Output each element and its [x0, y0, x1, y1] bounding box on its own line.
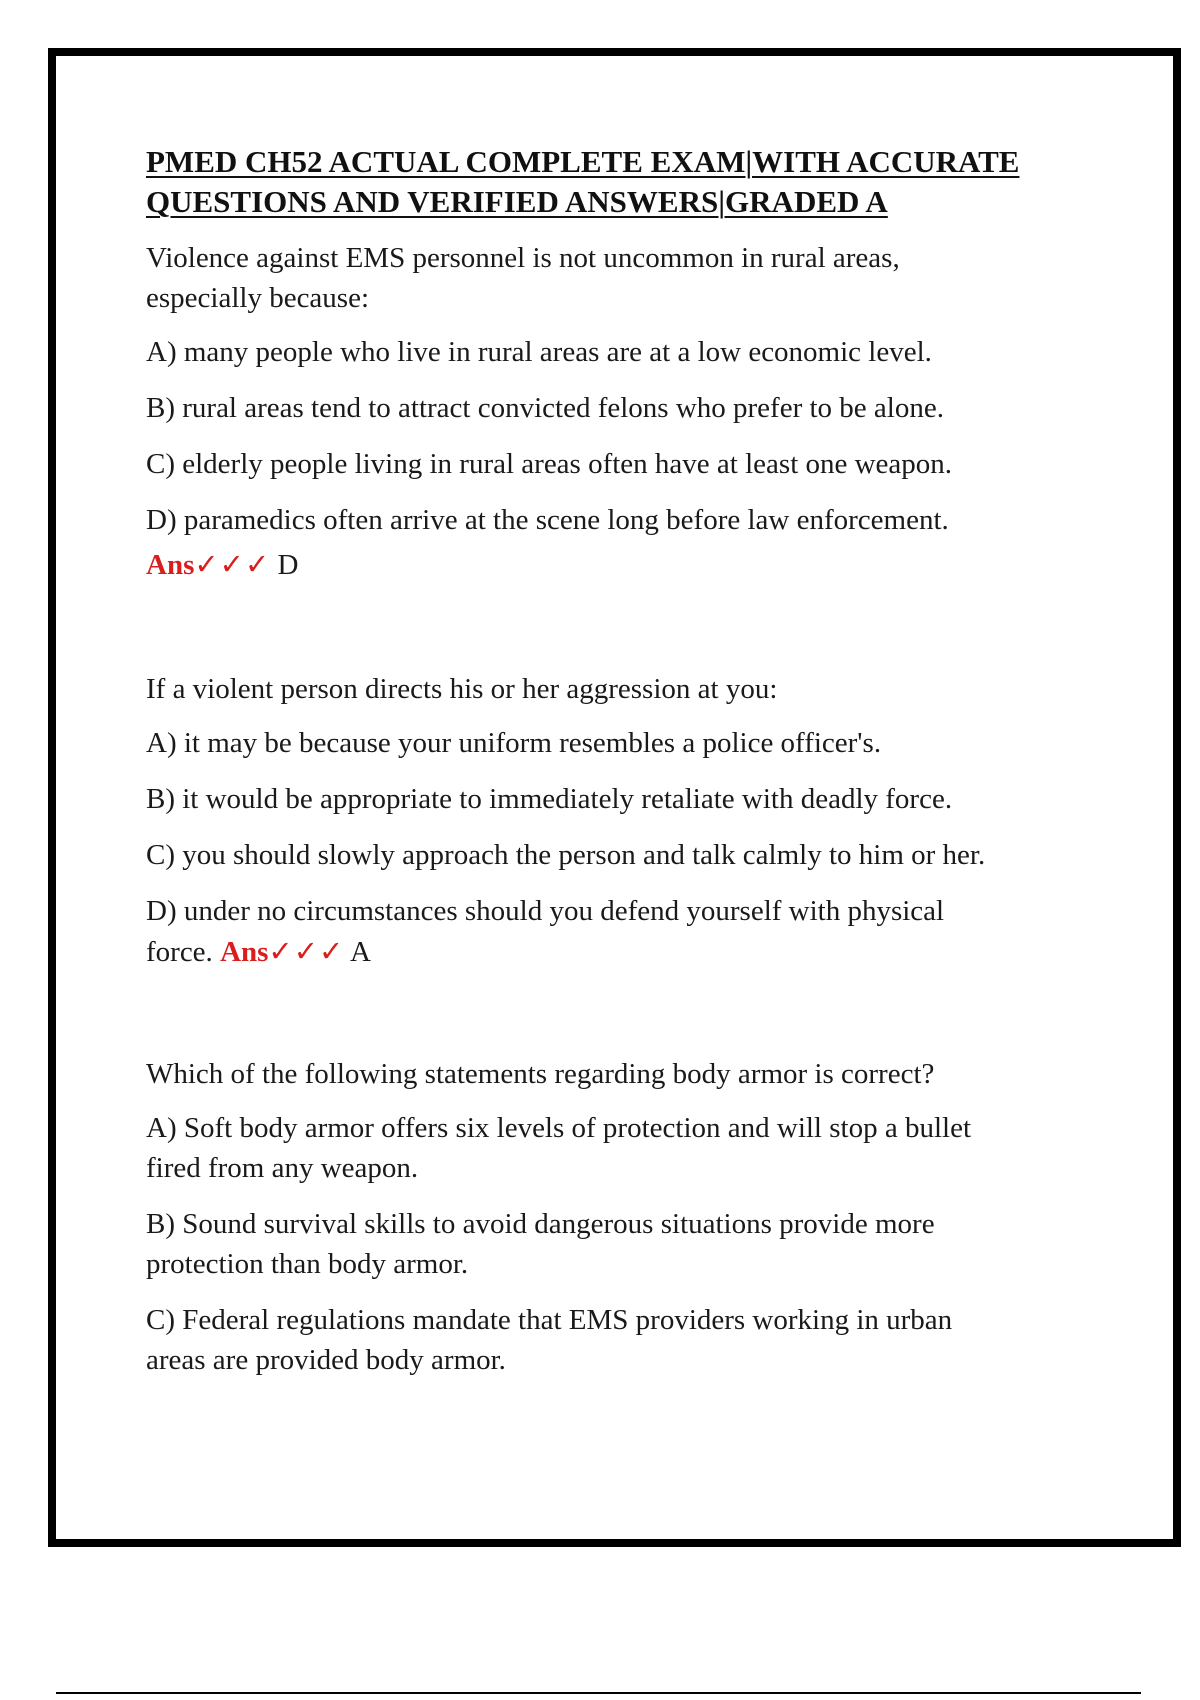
- question-3-option-a: A) Soft body armor offers six levels of protection and will stop a bullet fired from any weapon.: [146, 1112, 971, 1184]
- question-1-option-d: D) paramedics often arrive at the scene long before law enforcement.: [146, 504, 949, 536]
- question-1-option-a: A) many people who live in rural areas are at a low economic level.: [146, 336, 932, 368]
- question-1-text: Violence against EMS personnel is not uncommon in rural areas, especially because:: [146, 242, 900, 314]
- answer-value: A: [349, 936, 371, 968]
- answer-value: D: [277, 549, 299, 581]
- checkmark-icon: ✓✓✓: [268, 934, 345, 968]
- question-2-text: If a violent person directs his or her aggression at you:: [146, 673, 778, 705]
- question-1: [146, 238, 1106, 585]
- document-title: [146, 142, 1106, 222]
- question-2: [146, 669, 1106, 972]
- question-1-answer: [146, 544, 1106, 585]
- answer-label: Ans: [220, 936, 269, 968]
- question-3-option-c: C) Federal regulations mandate that EMS providers working in urban areas are provided body armor.: [146, 1304, 953, 1376]
- answer-label: Ans: [146, 549, 195, 581]
- question-3: [146, 1054, 1106, 1380]
- title-line-2: QUESTIONS AND VERIFIED ANSWERS|GRADED A: [146, 184, 888, 219]
- question-1-option-b: B) rural areas tend to attract convicted felons who prefer to be alone.: [146, 392, 944, 424]
- question-2-option-a: A) it may be because your uniform resembles a police officer's.: [146, 727, 882, 759]
- question-2-option-c: C) you should slowly approach the person and talk calmly to him or her.: [146, 839, 986, 871]
- question-3-text: Which of the following statements regarding body armor is correct?: [146, 1058, 935, 1090]
- question-1-option-c: C) elderly people living in rural areas often have at least one weapon.: [146, 448, 953, 480]
- checkmark-icon: ✓✓✓: [194, 547, 271, 581]
- question-3-option-b: B) Sound survival skills to avoid dangerous situations provide more protection than body armor.: [146, 1208, 935, 1280]
- document-body: [146, 142, 1106, 1396]
- question-2-option-b: B) it would be appropriate to immediately retaliate with deadly force.: [146, 783, 953, 815]
- question-2-option-d: D) under no circumstances should you defend yourself with physical force. Ans✓✓✓ A: [146, 895, 945, 968]
- title-line-1: PMED CH52 ACTUAL COMPLETE EXAM|WITH ACCURATE: [146, 144, 1020, 179]
- page-bottom-rule: [56, 1692, 1141, 1694]
